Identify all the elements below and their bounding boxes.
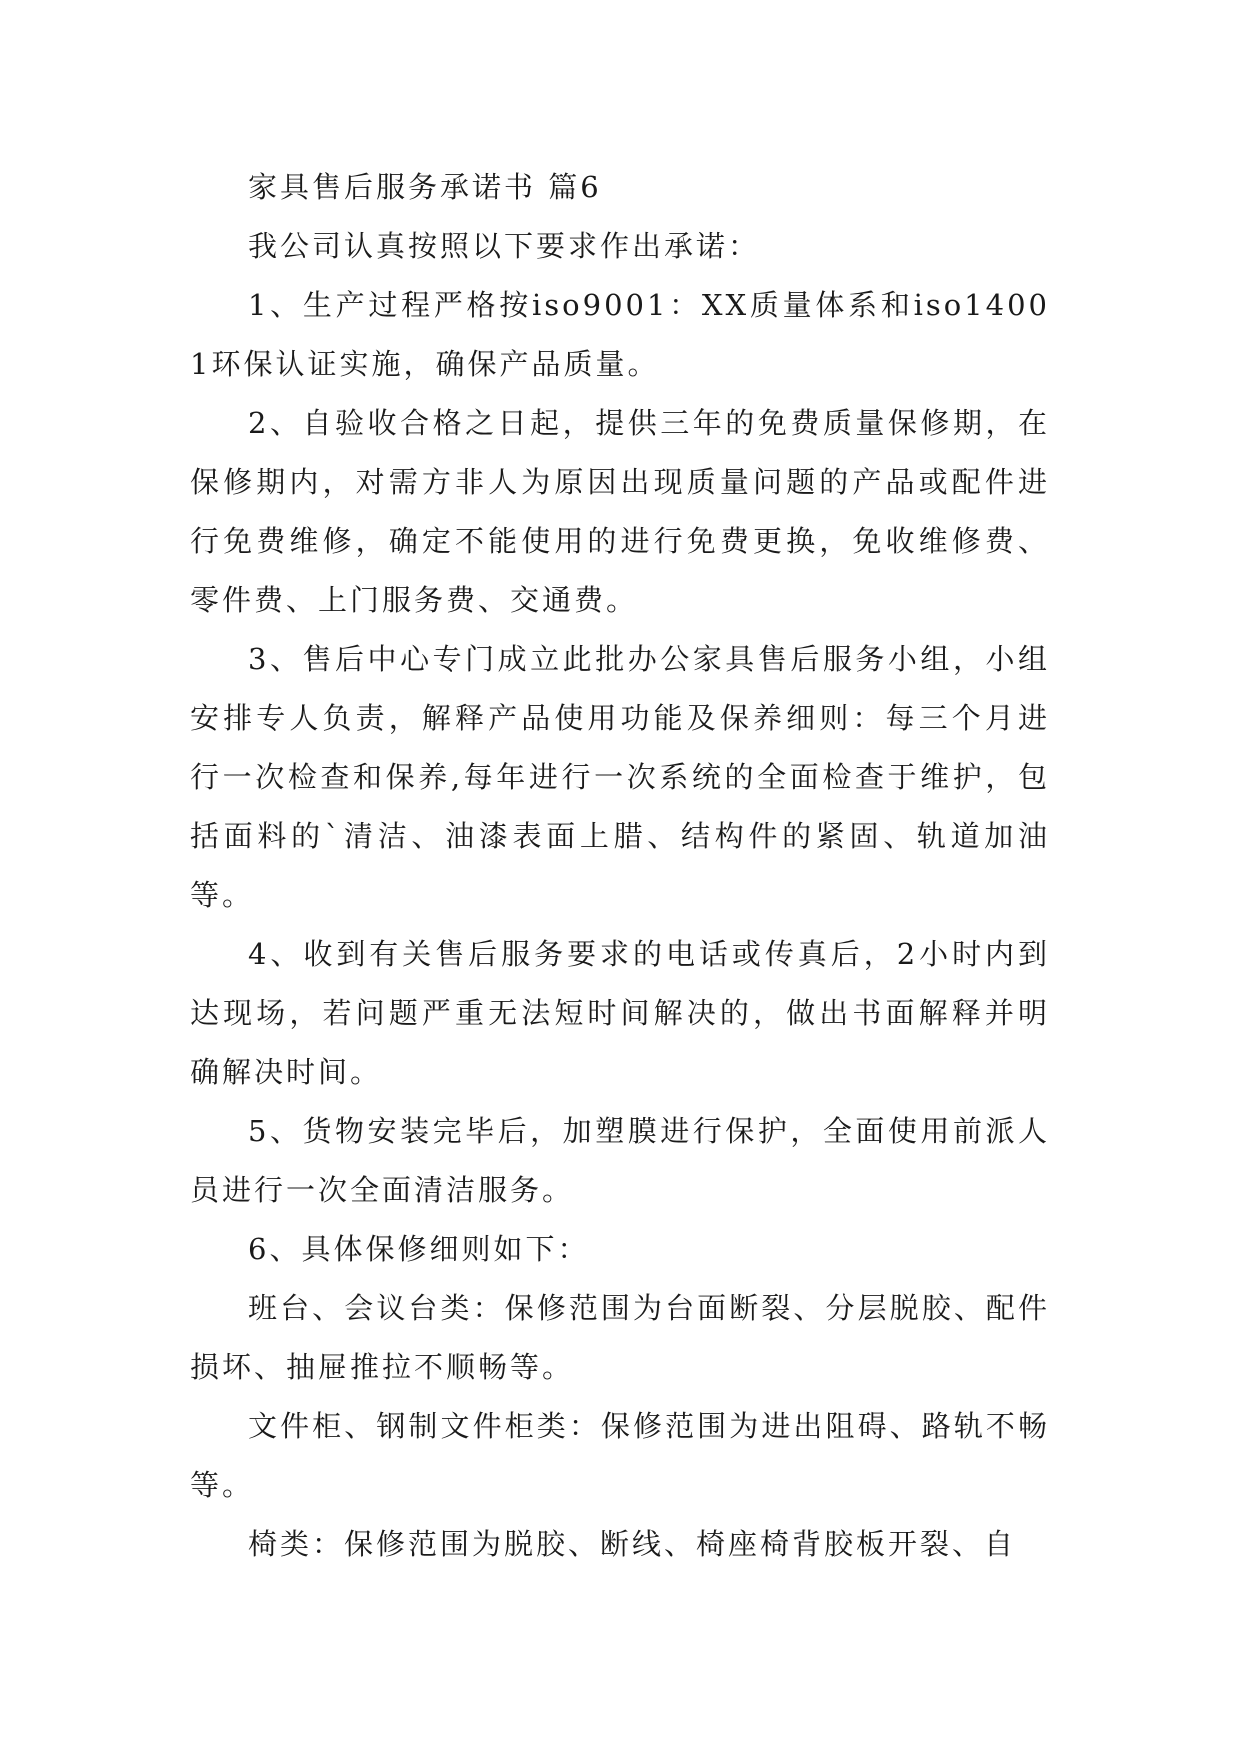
commitment-item-3: 3、售后中心专门成立此批办公家具售后服务小组，小组安排专人负责，解释产品使用功能及保养细则：每三个月进行一次检查和保养,每年进行一次系统的全面检查于维护，包括面料的`清洁、油漆表面上腊、结构件的紧固、轨道加油等。	[190, 642, 1050, 912]
commitment-item-6: 6、具体保修细则如下：	[248, 1232, 590, 1266]
document-title: 家具售后服务承诺书 篇6	[248, 170, 602, 204]
warranty-cabinet-paragraph: 文件柜、钢制文件柜类：保修范围为进出阻碍、路轨不畅等。	[190, 1409, 1050, 1502]
warranty-desk-paragraph: 班台、会议台类：保修范围为台面断裂、分层脱胶、配件损坏、抽屉推拉不顺畅等。	[190, 1291, 1050, 1384]
commitment-item-5: 5、货物安装完毕后，加塑膜进行保护，全面使用前派人员进行一次全面清洁服务。	[190, 1114, 1050, 1207]
commitment-item-4: 4、收到有关售后服务要求的电话或传真后，2小时内到达现场，若问题严重无法短时间解决的，做出书面解释并明确解决时间。	[190, 937, 1050, 1089]
intro-paragraph: 我公司认真按照以下要求作出承诺：	[248, 229, 761, 263]
warranty-chair-paragraph: 椅类：保修范围为脱胶、断线、椅座椅背胶板开裂、自	[248, 1527, 1017, 1561]
commitment-item-1: 1、生产过程严格按iso9001：XX质量体系和iso14001环保认证实施，确保产品质量。	[190, 288, 1050, 381]
commitment-item-2: 2、自验收合格之日起，提供三年的免费质量保修期，在保修期内，对需方非人为原因出现质量问题的产品或配件进行免费维修，确定不能使用的进行免费更换，免收维修费、零件费、上门服务费、交通费。	[190, 406, 1050, 617]
document-body	[190, 158, 1050, 1574]
